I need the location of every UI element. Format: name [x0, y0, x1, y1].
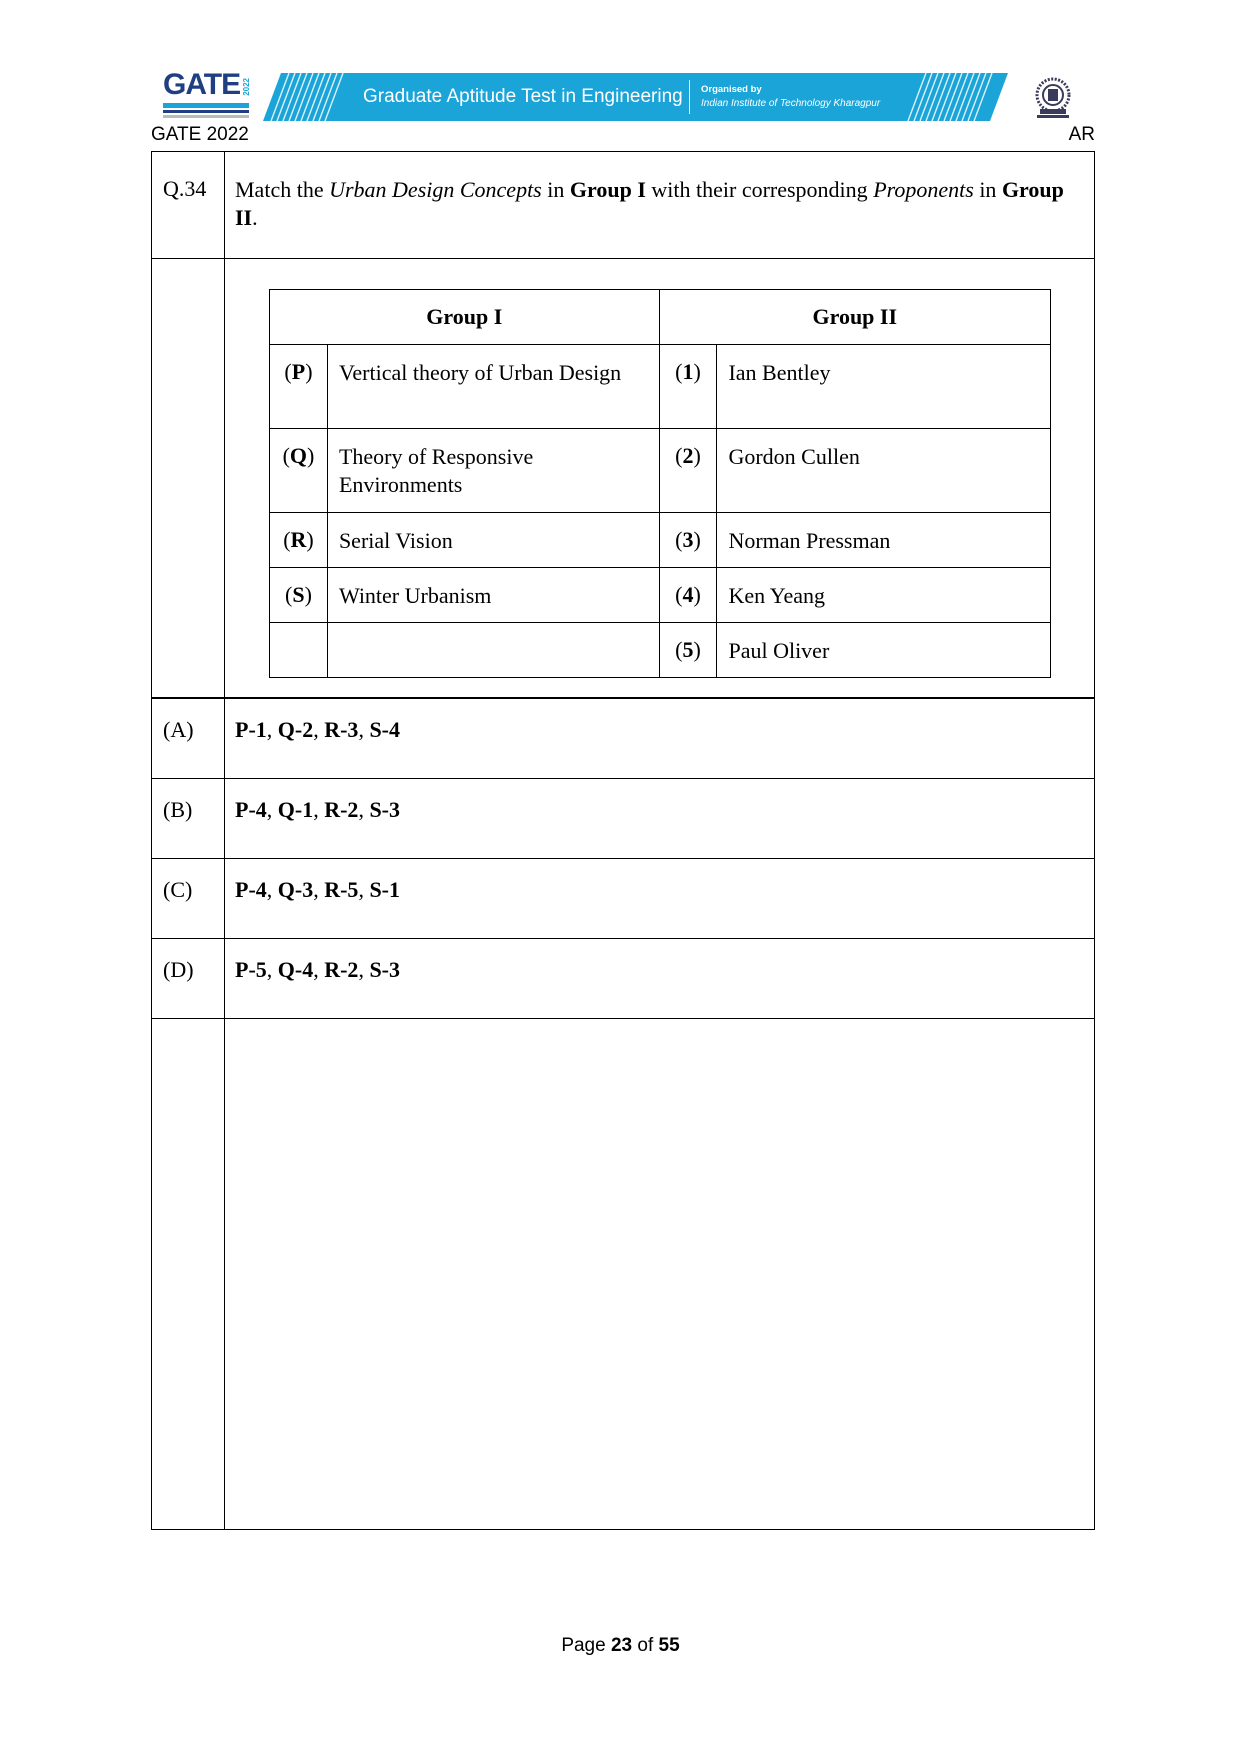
right-label-cell: (4) [659, 568, 717, 623]
row-divider [152, 938, 1094, 939]
banner-divider [689, 80, 690, 114]
option-pair: S-3 [369, 797, 400, 822]
right-label: 5 [682, 637, 694, 662]
option-pair: S-4 [369, 717, 400, 742]
right-label: 4 [682, 582, 694, 607]
page-word: Page [561, 1635, 606, 1656]
question-text-part: Group I [569, 177, 646, 202]
option-pair: S-1 [369, 877, 400, 902]
option-pair: S-3 [369, 957, 400, 982]
gate-logo [163, 68, 251, 124]
left-text: Theory of Responsive Environments [327, 429, 659, 513]
exam-label: GATE 2022 [151, 124, 249, 145]
page-number: 23 [610, 1635, 633, 1656]
page-total: 55 [658, 1635, 680, 1656]
question-number: Q.34 [163, 176, 207, 201]
right-label: 2 [682, 443, 694, 468]
question-text-part: with their corresponding [645, 177, 874, 202]
right-label-cell: (3) [659, 513, 717, 568]
column-divider [224, 152, 225, 1529]
question-text-part: Urban Design Concepts [329, 177, 542, 202]
option-pair: R-2 [324, 797, 359, 822]
right-text: Gordon Cullen [717, 429, 1051, 513]
table-row [270, 429, 1051, 513]
option-pair: P-4 [235, 877, 267, 902]
right-text: Ken Yeang [717, 568, 1051, 623]
group-2-header: Group II [659, 290, 1050, 345]
logo-stripe [163, 110, 249, 113]
banner-title: Graduate Aptitude Test in Engineering [363, 86, 683, 107]
row-divider [152, 1018, 1094, 1019]
logo-stripe [163, 115, 249, 118]
question-text-part: in [541, 177, 570, 202]
option-pair: R-5 [324, 877, 359, 902]
paper-code: AR [1068, 124, 1095, 145]
option-a-text[interactable]: P-1, Q-2, R-3, S-4 [235, 717, 400, 742]
option-pair: R-3 [324, 717, 359, 742]
right-text: Norman Pressman [717, 513, 1051, 568]
option-b-label: (B) [163, 797, 193, 822]
right-label-cell: (1) [659, 345, 717, 429]
table-row [270, 568, 1051, 623]
left-label-cell: (Q) [270, 429, 328, 513]
group-1-header: Group I [270, 290, 660, 345]
option-b-text[interactable]: P-4, Q-1, R-2, S-3 [235, 797, 400, 822]
option-pair: Q-2 [277, 717, 314, 742]
option-d-label: (D) [163, 957, 194, 982]
row-divider [152, 858, 1094, 859]
left-text: Serial Vision [327, 513, 659, 568]
option-a-label: (A) [163, 717, 194, 742]
option-pair: R-2 [324, 957, 359, 982]
table-row [270, 513, 1051, 568]
option-c-label: (C) [163, 877, 193, 902]
option-c-text[interactable]: P-4, Q-3, R-5, S-1 [235, 877, 400, 902]
page-footer [0, 1635, 1241, 1657]
right-label-cell: (5) [659, 623, 717, 678]
question-text-part: Proponents [873, 177, 974, 202]
left-label-cell: (S) [270, 568, 328, 623]
option-d-text[interactable]: P-5, Q-4, R-2, S-3 [235, 957, 400, 982]
right-label: 3 [682, 527, 694, 552]
logo-stripe [163, 103, 249, 108]
left-label: R [290, 527, 307, 552]
right-text: Ian Bentley [717, 345, 1051, 429]
option-pair: Q-1 [277, 797, 314, 822]
question-text-part: . [252, 205, 258, 230]
option-pair: P-5 [235, 957, 267, 982]
right-label: 1 [682, 359, 694, 384]
option-pair: Q-4 [277, 957, 314, 982]
table-row [270, 345, 1051, 429]
iit-kgp-emblem-icon [1032, 76, 1074, 120]
match-table [269, 289, 1051, 678]
option-pair: P-4 [235, 797, 267, 822]
question-text [235, 176, 1085, 232]
table-row [270, 623, 1051, 678]
left-text: Winter Urbanism [327, 568, 659, 623]
left-label: Q [289, 443, 308, 468]
row-divider [152, 258, 1094, 259]
logo-text: GATE [163, 68, 241, 101]
logo-year: 2022 [242, 78, 251, 96]
left-text [327, 623, 659, 678]
left-label: S [292, 582, 305, 607]
left-text: Vertical theory of Urban Design [327, 345, 659, 429]
header-banner [263, 73, 1008, 121]
question-text-part: in [973, 177, 1002, 202]
left-label-cell: (P) [270, 345, 328, 429]
right-label-cell: (2) [659, 429, 717, 513]
row-divider [152, 697, 1094, 699]
row-divider [152, 778, 1094, 779]
left-label: P [291, 359, 306, 384]
left-label-cell [270, 623, 328, 678]
option-pair: Q-3 [277, 877, 314, 902]
question-frame [151, 151, 1095, 1530]
organised-by-label: Organised by [701, 84, 762, 95]
match-table-header [270, 290, 1051, 345]
of-word: of [637, 1635, 654, 1656]
right-text: Paul Oliver [717, 623, 1051, 678]
question-text-part: Group II [235, 177, 1064, 230]
left-label-cell: (R) [270, 513, 328, 568]
organiser-name: Indian Institute of Technology Kharagpur [701, 98, 881, 109]
option-pair: P-1 [235, 717, 267, 742]
question-text-part: Match the [235, 177, 330, 202]
